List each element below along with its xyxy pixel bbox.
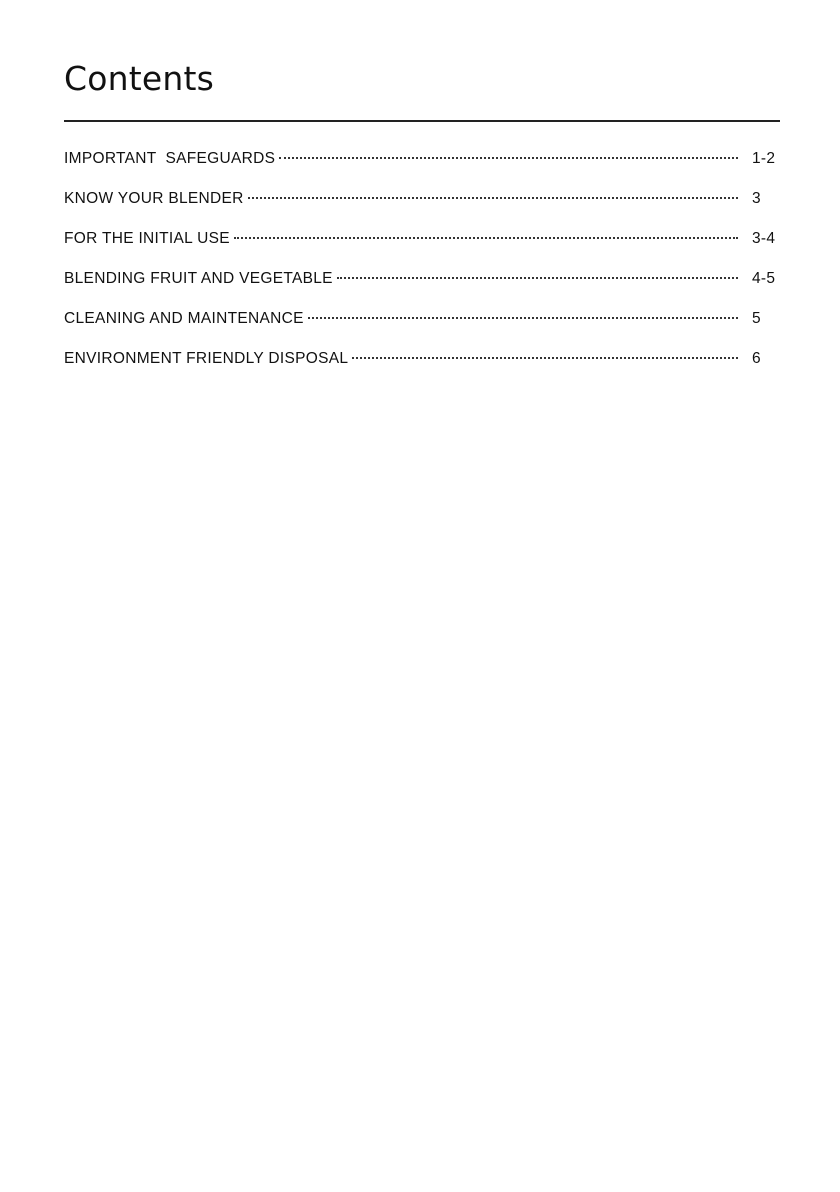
toc-dot-leader bbox=[308, 317, 738, 319]
title-divider bbox=[64, 120, 780, 122]
toc-entry bbox=[64, 150, 780, 190]
toc-entry-label: ENVIRONMENT FRIENDLY DISPOSAL bbox=[64, 350, 349, 367]
toc-entry bbox=[64, 190, 780, 230]
toc-entry-page: 6 bbox=[752, 350, 761, 367]
toc-entry bbox=[64, 270, 780, 310]
toc-entry-label: FOR THE INITIAL USE bbox=[64, 230, 230, 247]
toc-entry-page: 1-2 bbox=[752, 150, 776, 167]
toc-entry bbox=[64, 350, 780, 390]
toc-dot-leader bbox=[279, 157, 738, 159]
toc-entry-label: CLEANING AND MAINTENANCE bbox=[64, 310, 304, 327]
toc-dot-leader bbox=[234, 237, 738, 239]
toc-entry-page: 5 bbox=[752, 310, 761, 327]
toc-entry-page: 4-5 bbox=[752, 270, 776, 287]
table-of-contents bbox=[64, 150, 780, 390]
toc-entry-page: 3 bbox=[752, 190, 761, 207]
page-title: Contents bbox=[64, 59, 215, 98]
toc-entry-page: 3-4 bbox=[752, 230, 776, 247]
toc-entry-label: IMPORTANT SAFEGUARDS bbox=[64, 150, 276, 167]
toc-dot-leader bbox=[337, 277, 738, 279]
toc-entry-label: BLENDING FRUIT AND VEGETABLE bbox=[64, 270, 333, 287]
toc-dot-leader bbox=[248, 197, 738, 199]
toc-entry bbox=[64, 230, 780, 270]
toc-dot-leader bbox=[352, 357, 738, 359]
toc-entry bbox=[64, 310, 780, 350]
toc-entry-label: KNOW YOUR BLENDER bbox=[64, 190, 244, 207]
